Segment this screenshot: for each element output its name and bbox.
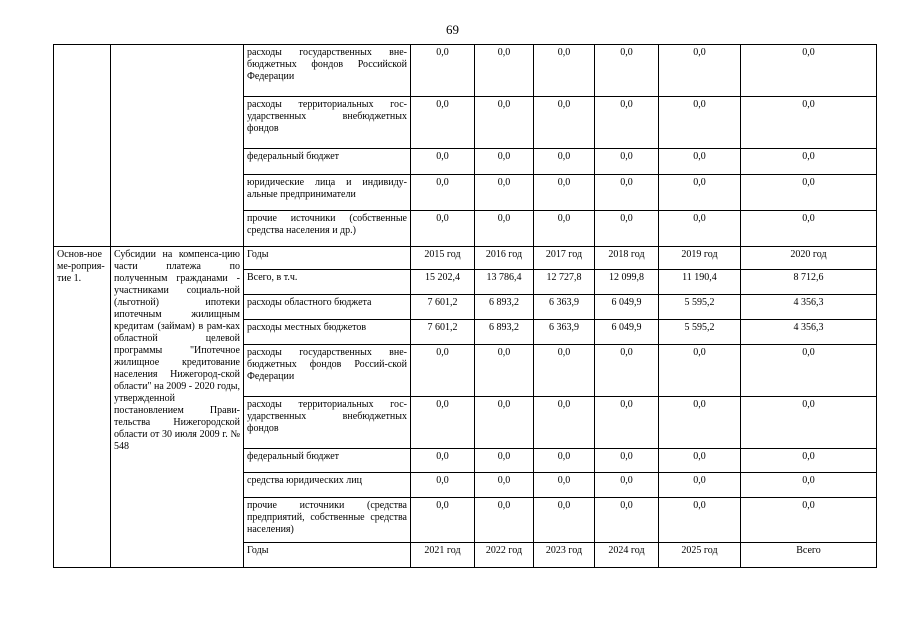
value-cell: Всего [741,543,877,568]
value-cell: 5 595,2 [659,295,741,320]
value-cell: 0,0 [741,449,877,473]
value-cell: 11 190,4 [659,270,741,295]
event-code: Основ-ное ме-роприя-тие 1. [54,247,111,568]
value-cell: 0,0 [534,498,595,543]
source-label: средства юридических лиц [244,473,411,498]
value-cell: 0,0 [411,211,475,247]
value-cell: 4 356,3 [741,295,877,320]
value-cell: 5 595,2 [659,320,741,345]
value-cell: 0,0 [411,345,475,397]
value-cell: 0,0 [741,97,877,149]
value-cell: 0,0 [741,473,877,498]
value-cell: 0,0 [475,97,534,149]
value-cell: 6 893,2 [475,295,534,320]
value-cell: 0,0 [741,175,877,211]
value-cell: 0,0 [659,449,741,473]
value-cell: 2015 год [411,247,475,270]
source-label: расходы государственных вне-бюджетных фондов Российской Федерации [244,45,411,97]
value-cell: 0,0 [659,498,741,543]
value-cell: 0,0 [411,397,475,449]
value-cell: 13 786,4 [475,270,534,295]
value-cell: 0,0 [475,211,534,247]
value-cell: 2020 год [741,247,877,270]
value-cell: 0,0 [475,175,534,211]
value-cell: 0,0 [534,211,595,247]
source-label: федеральный бюджет [244,149,411,175]
value-cell: 0,0 [411,97,475,149]
source-label: расходы территориальных гос-ударственных внебюджетных фондов [244,397,411,449]
value-cell: 0,0 [741,45,877,97]
value-cell: 12 099,8 [595,270,659,295]
budget-table [53,44,877,568]
source-label: расходы областного бюджета [244,295,411,320]
continuation-code-cell [54,45,111,247]
value-cell: 0,0 [411,45,475,97]
value-cell: 7 601,2 [411,295,475,320]
event-description: Субсидии на компенса-цию части платежа по полученным гражданами - участниками социаль-ной (льготной) ипотеки ипотечным жилищным кредитам (займам) в рам-ках областной целевой программы "Ипотечное жилищное кредитование населения Нижегород-ской области" на 2009 - 2020 годы, утвержденной постановлением Прави-тельства Нижегородской области от 30 июля 2009 г. № 548 [111,247,244,568]
value-cell: 2024 год [595,543,659,568]
value-cell: 15 202,4 [411,270,475,295]
value-cell: 2019 год [659,247,741,270]
table-row [54,45,877,97]
value-cell: 0,0 [595,149,659,175]
value-cell: 0,0 [659,149,741,175]
value-cell: 0,0 [659,473,741,498]
value-cell: 0,0 [595,473,659,498]
value-cell: 6 049,9 [595,320,659,345]
value-cell: 0,0 [534,97,595,149]
page-number: 69 [446,22,459,37]
value-cell: 12 727,8 [534,270,595,295]
value-cell: 7 601,2 [411,320,475,345]
continuation-desc-cell [111,45,244,247]
value-cell: 0,0 [411,449,475,473]
value-cell: 0,0 [475,45,534,97]
value-cell: 0,0 [595,449,659,473]
value-cell: 0,0 [659,45,741,97]
value-cell: 0,0 [475,498,534,543]
value-cell: 0,0 [595,498,659,543]
value-cell: 0,0 [595,175,659,211]
value-cell: 6 363,9 [534,295,595,320]
value-cell: 0,0 [475,397,534,449]
value-cell: 0,0 [534,473,595,498]
value-cell: 0,0 [411,175,475,211]
value-cell: 4 356,3 [741,320,877,345]
value-cell: 0,0 [595,211,659,247]
value-cell: 0,0 [741,498,877,543]
value-cell: 0,0 [411,498,475,543]
value-cell: 0,0 [659,345,741,397]
source-label: прочие источники (средства предприятий, собственные средства населения) [244,498,411,543]
value-cell: 2017 год [534,247,595,270]
value-cell: 2023 год [534,543,595,568]
value-cell: 0,0 [475,449,534,473]
value-cell: 2018 год [595,247,659,270]
value-cell: 0,0 [741,397,877,449]
value-cell: 6 049,9 [595,295,659,320]
value-cell: 0,0 [534,345,595,397]
source-label: прочие источники (собственные средства населения и др.) [244,211,411,247]
value-cell: 0,0 [534,175,595,211]
value-cell: 0,0 [659,175,741,211]
value-cell: 6 893,2 [475,320,534,345]
value-cell: 0,0 [534,449,595,473]
source-label: расходы местных бюджетов [244,320,411,345]
value-cell: 0,0 [659,211,741,247]
value-cell: 0,0 [595,97,659,149]
value-cell: 0,0 [659,397,741,449]
value-cell: 0,0 [534,149,595,175]
value-cell: 0,0 [741,149,877,175]
value-cell: 0,0 [595,397,659,449]
source-label: юридические лица и индивиду-альные предприниматели [244,175,411,211]
value-cell: 0,0 [741,211,877,247]
value-cell: 0,0 [595,45,659,97]
value-cell: 8 712,6 [741,270,877,295]
value-cell: 2021 год [411,543,475,568]
source-label: расходы государственных вне-бюджетных фондов Россий-ской Федерации [244,345,411,397]
value-cell: 0,0 [411,473,475,498]
value-cell: 0,0 [411,149,475,175]
value-cell: 0,0 [475,149,534,175]
value-cell: 2016 год [475,247,534,270]
source-label: Всего, в т.ч. [244,270,411,295]
value-cell: 0,0 [475,473,534,498]
value-cell: 2025 год [659,543,741,568]
value-cell: 0,0 [595,345,659,397]
value-cell: 6 363,9 [534,320,595,345]
value-cell: 0,0 [534,45,595,97]
value-cell: 0,0 [659,97,741,149]
source-label: федеральный бюджет [244,449,411,473]
value-cell: 0,0 [741,345,877,397]
table-row [54,247,877,270]
value-cell: 0,0 [534,397,595,449]
source-label: расходы территориальных гос-ударственных внебюджетных фондов [244,97,411,149]
source-label: Годы [244,543,411,568]
value-cell: 2022 год [475,543,534,568]
source-label: Годы [244,247,411,270]
value-cell: 0,0 [475,345,534,397]
